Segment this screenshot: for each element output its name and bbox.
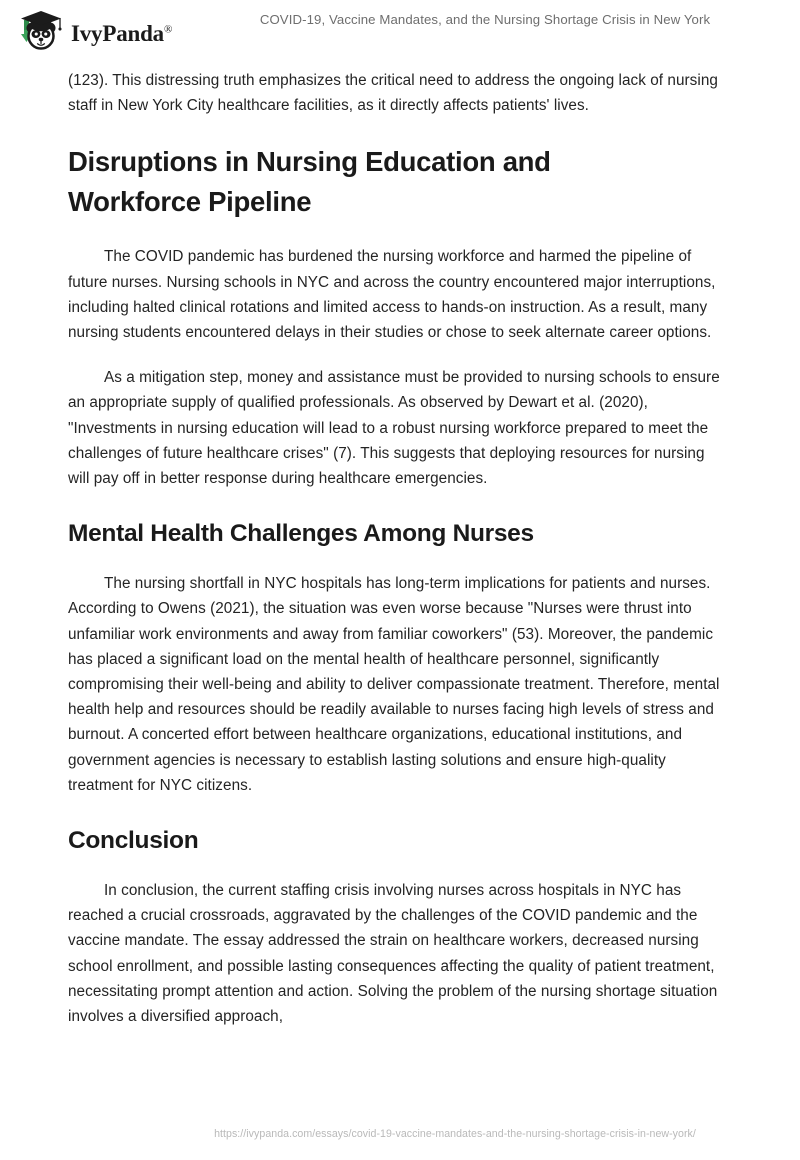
section-heading-disruptions: Disruptions in Nursing Education and Workforce Pipeline [68, 146, 551, 218]
page-footer [0, 1124, 800, 1142]
paragraph: In conclusion, the current staffing crisis involving nurses across hospitals in NYC has reached a crucial crossroads, aggravated by the challenges of the COVID pandemic and the vaccine mandate. The essay addressed the strain on healthcare workers, decreased nursing school enrollment, and possible lasting consequences affecting the quality of patient treatment, necessitating prompt attention and action. Solving the problem of the nursing shortage situation involves a diversified approach, [68, 882, 718, 1026]
registered-trademark-symbol: ® [163, 22, 173, 35]
paragraph: As a mitigation step, money and assistance must be provided to nursing schools to ensure an appropriate supply of qualified professionals. As observed by Dewart et al. (2020), "Investments in nursing education will lead to a robust nursing workforce prepared to meet the challenges of future healthcare crises" (7). This suggests that deploying resources for nursing will pay off in better response during healthcare emergencies. [68, 369, 720, 488]
paragraph: (123). This distressing truth emphasizes the critical need to address the ongoing lack of nursing staff in New York City healthcare facilities, as it directly affects patients' lives. [68, 72, 718, 115]
paragraph: The nursing shortfall in NYC hospitals has long-term implications for patients and nurses. According to Owens (2021), the situation was even worse because "Nurses were thrust into unfamiliar work environments and away from familiar coworkers" (53). Moreover, the pandemic has placed a significant load on the mental health of healthcare personnel, significantly compromising their well-being and ability to deliver compassionate treatment. Therefore, mental health help and resources should be readily available to nurses facing high levels of stress and burnout. A concerted effort between healthcare organizations, educational institutions, and government agencies is necessary to establish lasting solutions and ensure high-quality treatment for NYC citizens. [68, 575, 720, 794]
source-url-link[interactable]: https://ivypanda.com/essays/covid-19-vaccine-mandates-and-the-nursing-shortage-crisis-in-new-york/ [214, 1128, 696, 1140]
paragraph: The COVID pandemic has burdened the nursing workforce and harmed the pipeline of future nurses. Nursing schools in NYC and across the country encountered major interruptions, including halted clinical rotations and limited access to hands-on instruction. As a result, many nursing students encountered delays in their studies or chose to seek alternate career options. [68, 248, 716, 342]
page-header [0, 0, 800, 58]
document-title: COVID-19, Vaccine Mandates, and the Nursing Shortage Crisis in New York [259, 12, 711, 27]
section-heading-mental-health: Mental Health Challenges Among Nurses [68, 520, 534, 548]
document-body [68, 68, 724, 1049]
section-heading-conclusion: Conclusion [68, 827, 199, 855]
brand-name: IvyPanda [71, 20, 164, 46]
